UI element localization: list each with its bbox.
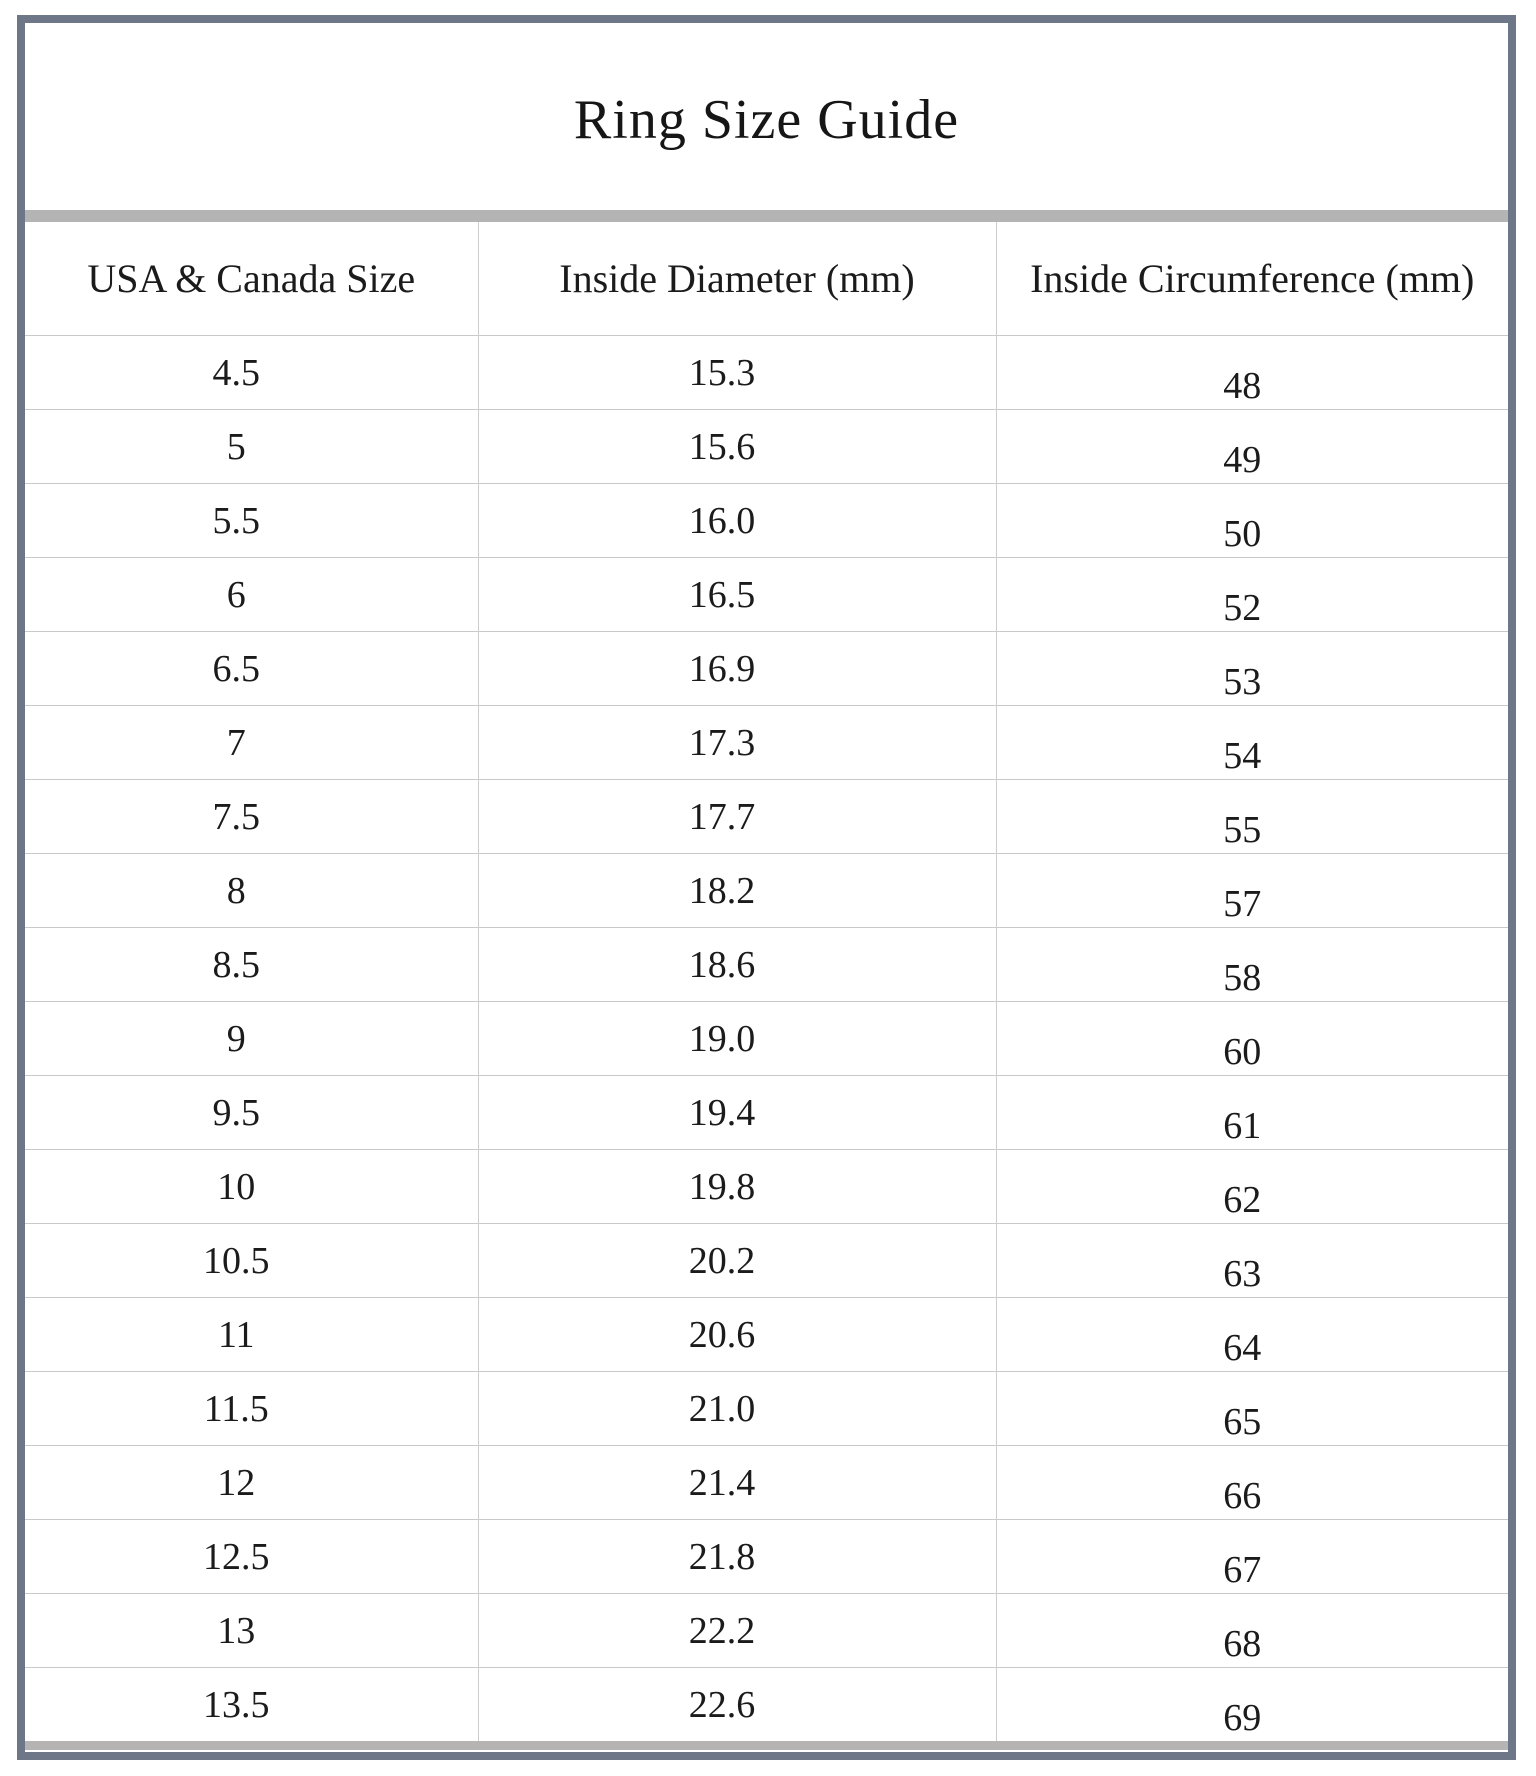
table-row	[25, 632, 1508, 706]
table-body	[25, 336, 1508, 1742]
usa-size-cell: 8.5	[25, 928, 478, 1002]
circumference-cell: 63	[996, 1224, 1508, 1298]
usa-size-cell: 9.5	[25, 1076, 478, 1150]
diameter-cell: 20.6	[478, 1298, 996, 1372]
usa-size-cell: 5	[25, 410, 478, 484]
usa-size-cell: 8	[25, 854, 478, 928]
diameter-cell: 18.2	[478, 854, 996, 928]
circumference-cell: 49	[996, 410, 1508, 484]
circumference-cell: 62	[996, 1150, 1508, 1224]
usa-size-cell: 11	[25, 1298, 478, 1372]
circumference-cell: 60	[996, 1002, 1508, 1076]
table-row	[25, 1224, 1508, 1298]
column-header-inside-circumference: Inside Circumference (mm)	[996, 216, 1508, 336]
diameter-cell: 17.3	[478, 706, 996, 780]
table-row	[25, 1298, 1508, 1372]
circumference-cell: 52	[996, 558, 1508, 632]
ring-size-table	[25, 210, 1508, 1741]
table-row	[25, 1520, 1508, 1594]
circumference-cell: 65	[996, 1372, 1508, 1446]
usa-size-cell: 6	[25, 558, 478, 632]
column-header-inside-diameter: Inside Diameter (mm)	[478, 216, 996, 336]
table-row	[25, 1372, 1508, 1446]
usa-size-cell: 7.5	[25, 780, 478, 854]
header-row	[25, 216, 1508, 336]
usa-size-cell: 4.5	[25, 336, 478, 410]
circumference-cell: 54	[996, 706, 1508, 780]
circumference-cell: 50	[996, 484, 1508, 558]
outer-frame	[17, 15, 1516, 1760]
diameter-cell: 19.0	[478, 1002, 996, 1076]
usa-size-cell: 11.5	[25, 1372, 478, 1446]
table-row	[25, 780, 1508, 854]
circumference-cell: 58	[996, 928, 1508, 1002]
table-row	[25, 410, 1508, 484]
diameter-cell: 16.9	[478, 632, 996, 706]
diameter-cell: 19.8	[478, 1150, 996, 1224]
circumference-cell: 61	[996, 1076, 1508, 1150]
table-row	[25, 854, 1508, 928]
table-row	[25, 1446, 1508, 1520]
table-row	[25, 1002, 1508, 1076]
bottom-divider-bar	[25, 1741, 1508, 1750]
table-row	[25, 484, 1508, 558]
table-row	[25, 928, 1508, 1002]
usa-size-cell: 9	[25, 1002, 478, 1076]
diameter-cell: 18.6	[478, 928, 996, 1002]
table-row	[25, 558, 1508, 632]
usa-size-cell: 7	[25, 706, 478, 780]
circumference-cell: 48	[996, 336, 1508, 410]
diameter-cell: 16.5	[478, 558, 996, 632]
usa-size-cell: 10.5	[25, 1224, 478, 1298]
table-row	[25, 706, 1508, 780]
table-row	[25, 1594, 1508, 1668]
diameter-cell: 21.0	[478, 1372, 996, 1446]
circumference-cell: 53	[996, 632, 1508, 706]
circumference-cell: 69	[996, 1668, 1508, 1742]
usa-size-cell: 13.5	[25, 1668, 478, 1742]
circumference-cell: 57	[996, 854, 1508, 928]
diameter-cell: 22.6	[478, 1668, 996, 1742]
circumference-cell: 66	[996, 1446, 1508, 1520]
diameter-cell: 22.2	[478, 1594, 996, 1668]
usa-size-cell: 12	[25, 1446, 478, 1520]
diameter-cell: 17.7	[478, 780, 996, 854]
circumference-cell: 64	[996, 1298, 1508, 1372]
diameter-cell: 21.8	[478, 1520, 996, 1594]
diameter-cell: 19.4	[478, 1076, 996, 1150]
table-header	[25, 216, 1508, 336]
usa-size-cell: 5.5	[25, 484, 478, 558]
table-row	[25, 1668, 1508, 1742]
diameter-cell: 16.0	[478, 484, 996, 558]
table-row	[25, 336, 1508, 410]
circumference-cell: 68	[996, 1594, 1508, 1668]
circumference-cell: 55	[996, 780, 1508, 854]
column-header-usa-canada-size: USA & Canada Size	[25, 216, 478, 336]
usa-size-cell: 12.5	[25, 1520, 478, 1594]
circumference-cell: 67	[996, 1520, 1508, 1594]
usa-size-cell: 6.5	[25, 632, 478, 706]
diameter-cell: 15.3	[478, 336, 996, 410]
table-row	[25, 1150, 1508, 1224]
usa-size-cell: 13	[25, 1594, 478, 1668]
page-title: Ring Size Guide	[573, 88, 960, 151]
diameter-cell: 15.6	[478, 410, 996, 484]
table-row	[25, 1076, 1508, 1150]
diameter-cell: 21.4	[478, 1446, 996, 1520]
diameter-cell: 20.2	[478, 1224, 996, 1298]
usa-size-cell: 10	[25, 1150, 478, 1224]
title-area	[25, 23, 1508, 210]
